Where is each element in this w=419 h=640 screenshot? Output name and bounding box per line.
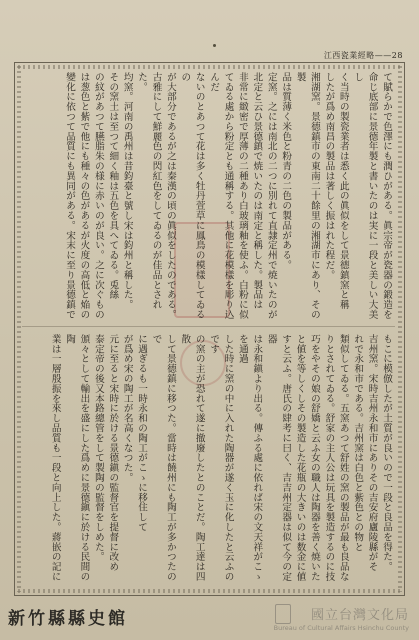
text-line: 業は一層殷振を來し品質も一段と向上した。蔣嵌の記に: [49, 334, 61, 582]
text-line: その窯土は至つて細く釉は五色を具へてゐる。兎絲: [107, 72, 119, 300]
watermark: [274, 604, 409, 632]
text-line: が爲め宋の陶工が名高くなつた。: [121, 334, 133, 483]
text-block-upper: [27, 72, 393, 320]
text-line: の紋があつて臙脂朱の様に赤いのが良い。之に次ぐもの: [92, 72, 104, 320]
section-divider: [22, 326, 395, 327]
text-line: が大部分であるが之は秦漢の頃の眞似をしたのである。: [164, 72, 176, 320]
text-line: て賦らかで色澤にも潤ひがある。眞宗帝が瓷器の鍛造を: [381, 72, 392, 320]
text-line: 湘湖窯。景德鎮市の東南二十餘里の湘湖市にあり、その製: [294, 72, 320, 320]
text-line: した時に窯の中に入れた陶器が遂く玉に化したと云ふのです: [208, 334, 234, 582]
punch-dot: [213, 44, 216, 47]
archive-logo-text: 新竹縣縣史館: [8, 609, 128, 629]
text-block-lower: [27, 334, 393, 586]
text-line: 吉州窯。宋時吉州永和市にありその吉安府廬陵縣がそ: [366, 334, 378, 572]
text-line: 元に至ると宋時に於ける景德鎭の監督官を提督に改め: [107, 334, 119, 572]
text-line: た。: [136, 72, 148, 92]
text-line: は永和鎭より出る。傳ふる處に依れば宋の文天祥がこゝを通過: [236, 334, 263, 582]
text-line: の窯の主が恐れて遂に撤廢したとのことだ。陶工達は四散: [179, 334, 205, 582]
frame-pattern-bottom: [18, 589, 401, 593]
text-line: 非常に緻密で厚薄の二種あり白玻璃釉を使ふ。白粉に似: [236, 72, 248, 320]
text-line: して景德鎮に移つた。當時は饒州にも陶工が多かつたので: [150, 334, 176, 582]
text-line: 類似してゐる。五窯あつて舒姓の窯の製品が最も良品な: [337, 334, 349, 582]
frame-pattern-top: [18, 65, 401, 69]
text-line: 泰定帝の後又本路總管をして製陶の監督をしめた。: [92, 334, 104, 562]
watermark-english: Bureau of Cultural Affairs Hsinchu County: [273, 624, 409, 632]
running-header: 江西瓷業經略——28: [323, 51, 403, 60]
frame-pattern-right: [398, 66, 402, 592]
text-line: と値を等しくしその製造した花瓶の大きいのは数金に値: [294, 334, 306, 582]
text-line: 頒々として輸出を盛にした爲めに景德鎭に於ける民間の陶: [64, 334, 90, 582]
text-line: 古雅にして鮮麗色の閃紅色をしてゐるのが佳品とされ: [150, 72, 162, 310]
text-line: りとされてゐる。舒家の主人公は玩具を製造するのに技: [323, 334, 335, 582]
text-line: てゐる處から粉定とも通稱する。其他に花模樣を彫り込んだ: [208, 72, 234, 320]
text-line: に遇ぎるも一時永和の陶工がこゝに移住して: [136, 334, 148, 532]
frame-pattern-left: [17, 66, 21, 592]
text-line: ないのとあつて花は多く牡丹萱草に鳳鳥の模樣してゐるの: [179, 72, 205, 320]
text-line: すと云ふ。唐氏の肆考に曰く、吉吉州定器は似て今の定器: [265, 334, 292, 582]
text-line: 變化に依つて品質にも異同がある。宋末に至り景德鎮で: [64, 72, 76, 320]
text-line: 定窯。之には南北の二つに別れて直隷定州で焼いたのが: [265, 72, 277, 320]
text-line: 均窯。河南の禹州は昔鈞臺と號し宋は鈞州と稱した。: [121, 72, 133, 310]
text-line: れで永和市である。吉州窯は白色と紫色との物と: [352, 334, 364, 552]
text-line: 北定と云ひ景德鎮で焼いたのは南定と稱した。製品は: [251, 72, 263, 310]
text-line: もこに模倣したが土質が良いので一段と良品を得た。: [381, 334, 392, 572]
text-line: 巧をやその娘の舒嬌と云ふ女の職人は陶器を善く焼いた: [308, 334, 320, 582]
text-line: く当時の製瓷業者は悉く此の眞似をして景德鎮窯と稱: [337, 72, 349, 310]
text-line: 品は質薄く米色と粉青の二色の製品がある。: [280, 72, 292, 270]
text-line: は葱色と紫で他にも種々の色があるが火度の高低と焔の: [78, 72, 90, 320]
text-line: したが爲め南昌の製品は著しく振はれた程だ。: [323, 72, 335, 280]
text-line: 命じ底部に景德年製と書いたのは実に一段と美しい大美し: [352, 72, 378, 320]
watermark-chinese: 國立台灣文化局: [310, 608, 409, 623]
